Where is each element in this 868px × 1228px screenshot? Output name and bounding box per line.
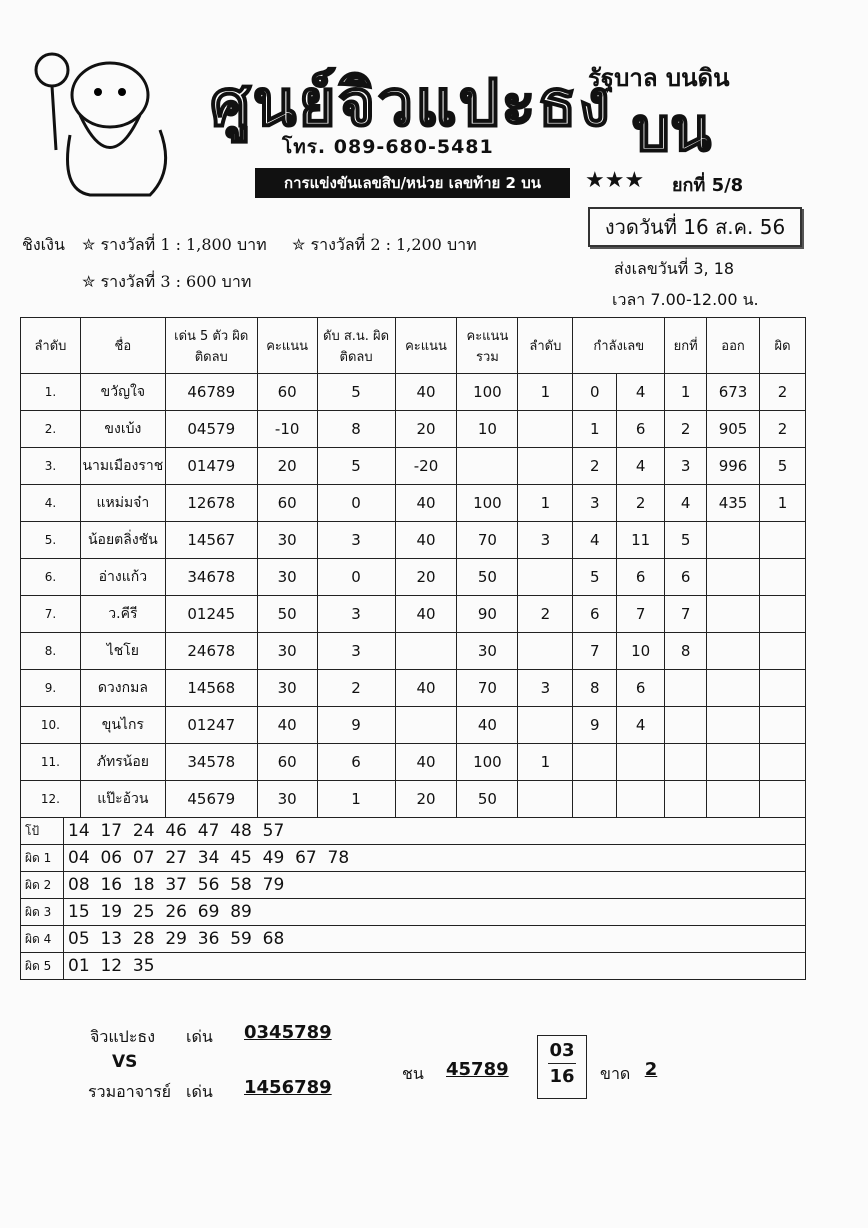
- table-cell: 40: [395, 596, 457, 633]
- table-cell: 6: [617, 559, 665, 596]
- column-header: ดับ ส.น. ผิดติดลบ: [317, 318, 395, 374]
- table-cell: 7: [665, 596, 707, 633]
- table-cell: 46789: [165, 374, 257, 411]
- table-row: [21, 485, 806, 522]
- column-header: ลำดับ: [21, 318, 81, 374]
- table-cell: 8: [573, 670, 617, 707]
- table-cell: 3: [518, 670, 573, 707]
- table-cell: 2: [518, 596, 573, 633]
- table-cell: 673: [707, 374, 760, 411]
- number-row: [21, 872, 806, 899]
- table-cell: 9.: [21, 670, 81, 707]
- table-cell: 3: [317, 633, 395, 670]
- table-cell: 3: [317, 596, 395, 633]
- table-cell: 2: [573, 448, 617, 485]
- table-cell: 0: [317, 485, 395, 522]
- win-number: 45789: [446, 1059, 509, 1080]
- prize-1: ✮ รางวัลที่ 1 : 1,800 บาท: [82, 235, 267, 254]
- submit-time: เวลา 7.00-12.00 น.: [612, 290, 759, 309]
- table-cell: 0: [317, 559, 395, 596]
- draw-date: งวดวันที่ 16 ส.ค. 56: [588, 207, 802, 247]
- table-cell: 7: [617, 596, 665, 633]
- table-row: [21, 559, 806, 596]
- table-cell: 14568: [165, 670, 257, 707]
- table-cell: 20: [257, 448, 317, 485]
- team2-lead-label: เด่น: [186, 1082, 213, 1101]
- table-cell: 4: [617, 707, 665, 744]
- table-cell: 04579: [165, 411, 257, 448]
- table-cell: [707, 596, 760, 633]
- table-cell: 34678: [165, 559, 257, 596]
- lose-number: 2: [644, 1059, 658, 1080]
- table-cell: 1: [665, 374, 707, 411]
- number-row: [21, 926, 806, 953]
- table-cell: [573, 744, 617, 781]
- table-cell: 45679: [165, 781, 257, 818]
- table-cell: 30: [457, 633, 518, 670]
- table-cell: 8: [665, 633, 707, 670]
- table-cell: 5: [573, 559, 617, 596]
- table-cell: 3: [317, 522, 395, 559]
- table-cell: 6: [617, 411, 665, 448]
- table-cell: [518, 448, 573, 485]
- table-cell: [760, 522, 806, 559]
- column-header: คะแนน: [395, 318, 457, 374]
- team1-lead-label: เด่น: [186, 1027, 213, 1046]
- table-cell: 20: [395, 411, 457, 448]
- table-cell: 50: [457, 781, 518, 818]
- table-cell: 8.: [21, 633, 81, 670]
- table-cell: [395, 707, 457, 744]
- number-row-label: ผิด 1: [21, 845, 64, 872]
- table-cell: 6: [665, 559, 707, 596]
- table-cell: [760, 596, 806, 633]
- table-cell: 5: [665, 522, 707, 559]
- table-row: [21, 744, 806, 781]
- table-cell: 70: [457, 522, 518, 559]
- table-row: [21, 448, 806, 485]
- table-cell: 40: [457, 707, 518, 744]
- table-cell: 1: [760, 485, 806, 522]
- table-cell: -10: [257, 411, 317, 448]
- fraction-bottom: 16: [549, 1066, 575, 1087]
- table-cell: 2: [317, 670, 395, 707]
- table-cell: 5: [760, 448, 806, 485]
- prize-1-text: รางวัลที่ 1 : 1,800 บาท: [100, 235, 267, 254]
- table-cell: 10.: [21, 707, 81, 744]
- table-cell: 905: [707, 411, 760, 448]
- column-header: ออก: [707, 318, 760, 374]
- type-label: บน: [632, 95, 712, 165]
- table-cell: 1: [518, 374, 573, 411]
- stars-icon: ★★★: [585, 168, 645, 193]
- table-cell: 40: [395, 522, 457, 559]
- table-cell: 10: [617, 633, 665, 670]
- number-list-table: [20, 817, 806, 980]
- table-cell: 1.: [21, 374, 81, 411]
- table-cell: 40: [395, 485, 457, 522]
- table-cell: แหม่มจ๋า: [80, 485, 165, 522]
- table-row: [21, 596, 806, 633]
- table-cell: 12678: [165, 485, 257, 522]
- table-cell: [457, 448, 518, 485]
- number-row: [21, 899, 806, 926]
- score-table: [20, 317, 806, 818]
- brand-title: ศูนย์จิวแปะธง: [210, 67, 612, 141]
- table-cell: [518, 781, 573, 818]
- column-header: ลำดับ: [518, 318, 573, 374]
- table-cell: 11.: [21, 744, 81, 781]
- prize-3: ✮ รางวัลที่ 3 : 600 บาท: [82, 272, 252, 291]
- number-row-values: 08 16 18 37 56 58 79: [64, 872, 806, 899]
- table-cell: 30: [257, 633, 317, 670]
- table-cell: 20: [395, 781, 457, 818]
- table-cell: 3.: [21, 448, 81, 485]
- number-row-label: ผิด 4: [21, 926, 64, 953]
- table-cell: [665, 707, 707, 744]
- number-row-values: 04 06 07 27 34 45 49 67 78: [64, 845, 806, 872]
- table-cell: 60: [257, 744, 317, 781]
- column-header: กำลังเลข: [573, 318, 665, 374]
- team1-number: 0345789: [244, 1022, 332, 1043]
- table-cell: [573, 781, 617, 818]
- table-cell: 8: [317, 411, 395, 448]
- table-cell: 4: [665, 485, 707, 522]
- table-cell: 20: [395, 559, 457, 596]
- phone-number: โทร. 089-680-5481: [282, 136, 494, 158]
- table-cell: 10: [457, 411, 518, 448]
- team1-name: จิวแปะธง: [90, 1027, 155, 1046]
- table-cell: 2.: [21, 411, 81, 448]
- table-cell: [760, 781, 806, 818]
- table-cell: 5: [317, 374, 395, 411]
- table-cell: ไชโย: [80, 633, 165, 670]
- number-row-values: 05 13 28 29 36 59 68: [64, 926, 806, 953]
- number-row: [21, 818, 806, 845]
- table-cell: 4.: [21, 485, 81, 522]
- table-cell: 5.: [21, 522, 81, 559]
- table-cell: 1: [518, 744, 573, 781]
- table-cell: 100: [457, 744, 518, 781]
- number-row-label: ผิด 3: [21, 899, 64, 926]
- table-cell: 6: [573, 596, 617, 633]
- table-cell: [617, 744, 665, 781]
- table-cell: 9: [317, 707, 395, 744]
- table-cell: 30: [257, 559, 317, 596]
- table-cell: 01245: [165, 596, 257, 633]
- table-cell: ว.คีรี: [80, 596, 165, 633]
- number-row-values: 01 12 35: [64, 953, 806, 980]
- table-cell: 60: [257, 485, 317, 522]
- table-cell: น้อยตลิ่งชัน: [80, 522, 165, 559]
- table-cell: [707, 670, 760, 707]
- table-cell: [395, 633, 457, 670]
- table-cell: [707, 633, 760, 670]
- prize-2: ✮ รางวัลที่ 2 : 1,200 บาท: [292, 235, 477, 254]
- fraction-top: 03: [548, 1040, 576, 1064]
- table-row: [21, 633, 806, 670]
- gov-label: รัฐบาล บนดิน: [588, 64, 730, 92]
- table-cell: [518, 411, 573, 448]
- table-cell: [707, 781, 760, 818]
- table-cell: [665, 670, 707, 707]
- column-header: ชื่อ: [80, 318, 165, 374]
- number-row-label: ผิด 2: [21, 872, 64, 899]
- table-cell: ขุนไกร: [80, 707, 165, 744]
- number-row-label: โป้: [21, 818, 64, 845]
- table-row: [21, 781, 806, 818]
- table-cell: 4: [573, 522, 617, 559]
- column-header: ยกที่: [665, 318, 707, 374]
- table-cell: 12.: [21, 781, 81, 818]
- table-cell: 3: [518, 522, 573, 559]
- number-row: [21, 953, 806, 980]
- number-row-values: 15 19 25 26 69 89: [64, 899, 806, 926]
- team2-name: รวมอาจารย์: [88, 1082, 172, 1101]
- table-cell: [760, 633, 806, 670]
- table-cell: อ่างแก้ว: [80, 559, 165, 596]
- table-cell: [707, 744, 760, 781]
- table-cell: 30: [257, 670, 317, 707]
- table-header: [21, 318, 806, 374]
- lose-label: ขาด: [600, 1064, 631, 1083]
- table-cell: 50: [257, 596, 317, 633]
- column-header: ผิด: [760, 318, 806, 374]
- table-cell: แป๊ะอ้วน: [80, 781, 165, 818]
- round-label: ยกที่ 5/8: [672, 175, 744, 196]
- column-header: คะแนน: [257, 318, 317, 374]
- table-cell: [665, 744, 707, 781]
- table-cell: 01247: [165, 707, 257, 744]
- table-cell: 6: [617, 670, 665, 707]
- prize-3-text: รางวัลที่ 3 : 600 บาท: [100, 272, 252, 291]
- table-row: [21, 707, 806, 744]
- vs-label: VS: [112, 1052, 138, 1072]
- table-cell: ดวงกมล: [80, 670, 165, 707]
- table-cell: 2: [617, 485, 665, 522]
- table-cell: [707, 559, 760, 596]
- table-cell: [760, 707, 806, 744]
- table-cell: 40: [395, 670, 457, 707]
- table-cell: 90: [457, 596, 518, 633]
- table-cell: 2: [760, 374, 806, 411]
- table-cell: 60: [257, 374, 317, 411]
- table-cell: 6.: [21, 559, 81, 596]
- table-row: [21, 522, 806, 559]
- table-cell: 30: [257, 522, 317, 559]
- table-row: [21, 411, 806, 448]
- table-cell: 14567: [165, 522, 257, 559]
- table-cell: [760, 744, 806, 781]
- win-label: ชน: [402, 1064, 424, 1083]
- table-cell: [707, 707, 760, 744]
- table-cell: 01479: [165, 448, 257, 485]
- table-cell: 40: [395, 374, 457, 411]
- table-cell: 100: [457, 485, 518, 522]
- table-cell: 4: [617, 374, 665, 411]
- table-cell: 9: [573, 707, 617, 744]
- table-cell: ภัทรน้อย: [80, 744, 165, 781]
- table-cell: 2: [760, 411, 806, 448]
- table-row: [21, 670, 806, 707]
- number-row-label: ผิด 5: [21, 953, 64, 980]
- table-cell: 1: [518, 485, 573, 522]
- table-cell: 24678: [165, 633, 257, 670]
- table-cell: ขงเบ้ง: [80, 411, 165, 448]
- team2-number: 1456789: [244, 1077, 332, 1098]
- number-row: [21, 845, 806, 872]
- table-cell: 3: [665, 448, 707, 485]
- table-cell: 50: [457, 559, 518, 596]
- table-cell: 435: [707, 485, 760, 522]
- table-cell: 996: [707, 448, 760, 485]
- number-row-values: 14 17 24 46 47 48 57: [64, 818, 806, 845]
- competition-banner: การแข่งขันเลขสิบ/หน่วย เลขท้าย 2 บน: [255, 168, 570, 198]
- table-cell: -20: [395, 448, 457, 485]
- mascot-logo-icon: [10, 40, 200, 200]
- table-cell: 100: [457, 374, 518, 411]
- table-cell: 40: [257, 707, 317, 744]
- table-cell: 1: [317, 781, 395, 818]
- table-cell: [518, 633, 573, 670]
- submit-days: ส่งเลขวันที่ 3, 18: [614, 259, 735, 278]
- table-cell: 2: [665, 411, 707, 448]
- table-cell: 6: [317, 744, 395, 781]
- table-cell: [617, 781, 665, 818]
- score-fraction: [537, 1035, 587, 1099]
- table-cell: 7.: [21, 596, 81, 633]
- column-header: เด่น 5 ตัว ผิดติดลบ: [165, 318, 257, 374]
- prize-label: ชิงเงิน: [22, 235, 65, 254]
- table-cell: [707, 522, 760, 559]
- table-cell: 5: [317, 448, 395, 485]
- table-cell: นามเมืองราช: [80, 448, 165, 485]
- table-cell: 0: [573, 374, 617, 411]
- table-cell: 7: [573, 633, 617, 670]
- column-header: คะแนน รวม: [457, 318, 518, 374]
- prize-2-text: รางวัลที่ 2 : 1,200 บาท: [310, 235, 477, 254]
- table-cell: [518, 707, 573, 744]
- table-cell: [665, 781, 707, 818]
- table-cell: 70: [457, 670, 518, 707]
- table-cell: [518, 559, 573, 596]
- table-cell: [760, 559, 806, 596]
- table-cell: 40: [395, 744, 457, 781]
- table-cell: 34578: [165, 744, 257, 781]
- table-cell: [760, 670, 806, 707]
- table-row: [21, 374, 806, 411]
- table-cell: 4: [617, 448, 665, 485]
- table-cell: 3: [573, 485, 617, 522]
- table-cell: 1: [573, 411, 617, 448]
- table-cell: 30: [257, 781, 317, 818]
- table-cell: 11: [617, 522, 665, 559]
- table-cell: ขวัญใจ: [80, 374, 165, 411]
